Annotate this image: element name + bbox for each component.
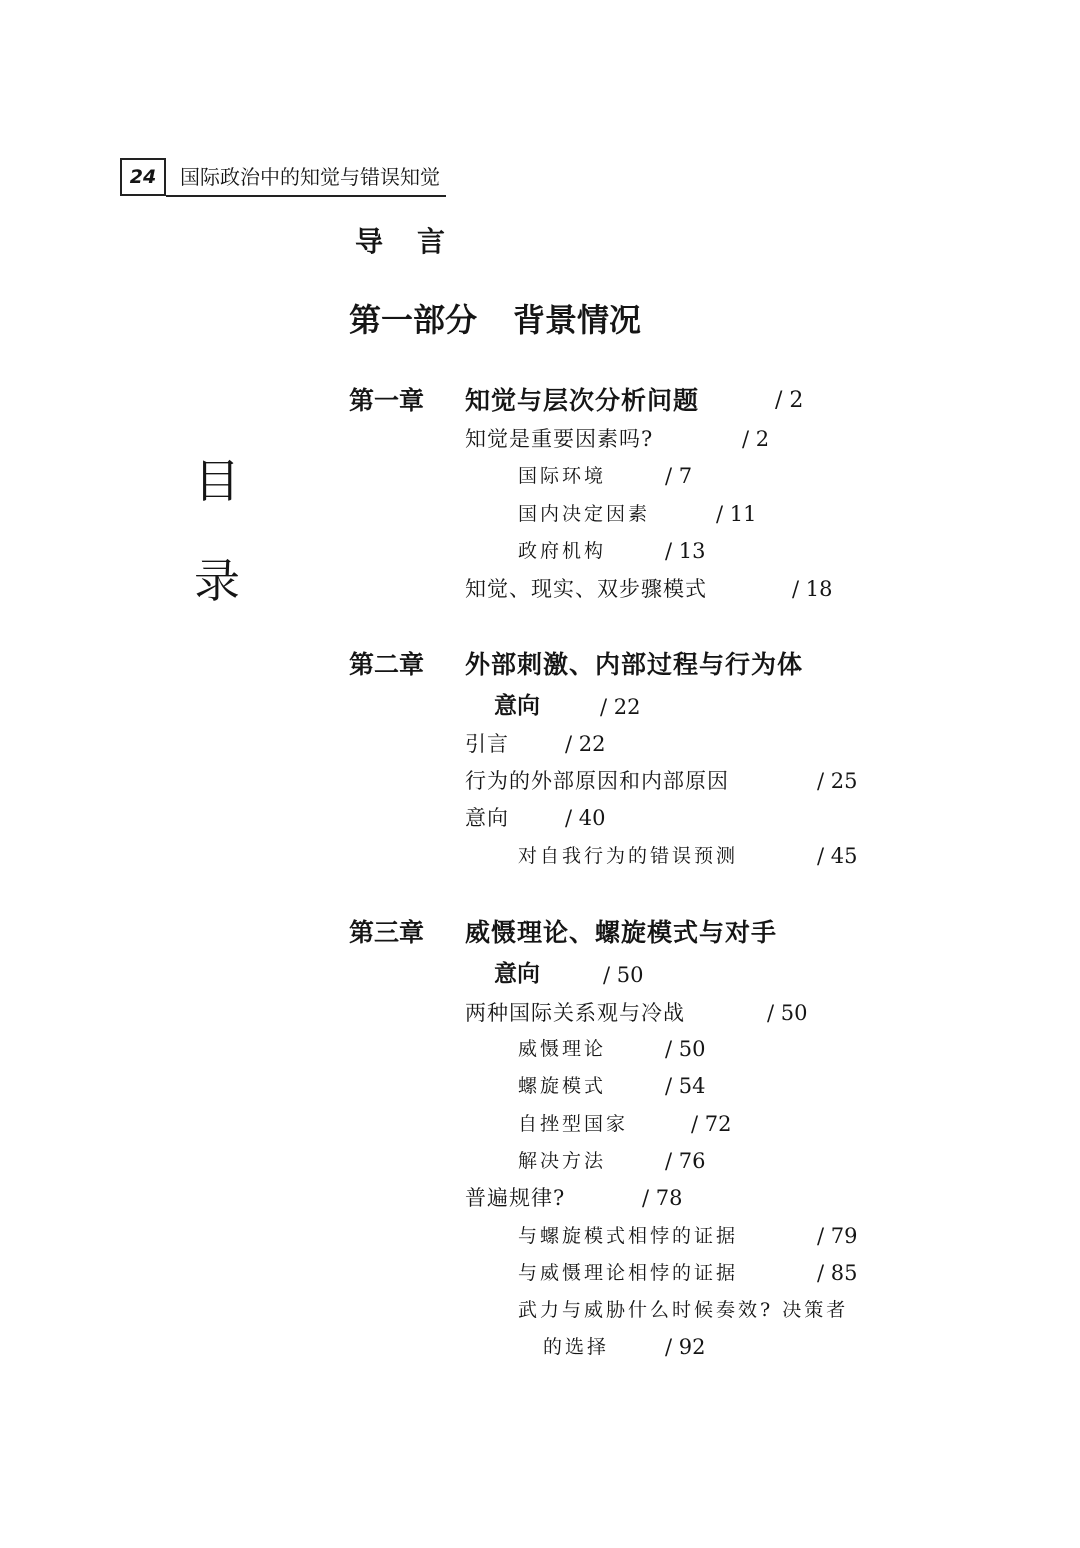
toc-subsection: 政府机构 bbox=[518, 540, 607, 562]
header-rule bbox=[166, 195, 446, 197]
toc-subsection: 螺旋模式 bbox=[518, 1075, 607, 1097]
part-title: 背景情况 bbox=[513, 301, 642, 339]
chapter-title-cont: 意向 bbox=[494, 960, 540, 987]
toc-section: 知觉、现实、双步骤模式 bbox=[465, 577, 707, 601]
page-ref: / 79 bbox=[817, 1224, 858, 1248]
page-ref: / 85 bbox=[817, 1261, 858, 1285]
toc-subsection: 武力与威胁什么时候奏效? 决策者 bbox=[518, 1299, 849, 1321]
page-ref: / 2 bbox=[742, 427, 770, 451]
side-label-lu: 录 bbox=[194, 554, 240, 608]
page-ref: / 13 bbox=[665, 539, 706, 563]
toc-section: 知觉是重要因素吗? bbox=[465, 427, 654, 451]
page-ref: / 78 bbox=[642, 1186, 683, 1210]
toc-section: 两种国际关系观与冷战 bbox=[465, 1001, 685, 1025]
running-title: 国际政治中的知觉与错误知觉 bbox=[180, 165, 440, 189]
part-heading bbox=[349, 298, 641, 342]
toc-subsection-cont: 的选择 bbox=[543, 1336, 610, 1358]
page-ref: / 11 bbox=[716, 502, 757, 526]
toc-subsection: 对自我行为的错误预测 bbox=[518, 845, 739, 867]
toc-section: 引言 bbox=[465, 732, 509, 756]
page-ref: / 72 bbox=[691, 1112, 732, 1136]
page-ref: / 40 bbox=[565, 806, 606, 830]
toc-section: 普遍规律? bbox=[465, 1186, 566, 1210]
toc-section: 行为的外部原因和内部原因 bbox=[465, 769, 729, 793]
toc-subsection: 自挫型国家 bbox=[518, 1113, 629, 1135]
page-ref: / 76 bbox=[665, 1149, 706, 1173]
page-ref: / 2 bbox=[775, 388, 804, 413]
chapter-label: 第二章 bbox=[349, 650, 425, 679]
chapter-label: 第三章 bbox=[349, 918, 425, 947]
page-ref: / 18 bbox=[792, 577, 833, 601]
page-ref: / 54 bbox=[665, 1074, 706, 1098]
toc-subsection: 与螺旋模式相悖的证据 bbox=[518, 1225, 739, 1247]
toc-subsection: 解决方法 bbox=[518, 1150, 607, 1172]
part-label: 第一部分 bbox=[349, 301, 478, 339]
page-ref: / 50 bbox=[665, 1037, 706, 1061]
page-ref: / 92 bbox=[665, 1335, 706, 1359]
page-ref: / 7 bbox=[665, 464, 693, 488]
intro-heading: 导言 bbox=[355, 225, 480, 258]
page-ref: / 22 bbox=[600, 695, 641, 719]
side-label-mu: 目 bbox=[194, 454, 240, 508]
page-ref: / 22 bbox=[565, 732, 606, 756]
toc-subsection: 国内决定因素 bbox=[518, 503, 651, 525]
toc-subsection: 威慑理论 bbox=[518, 1038, 607, 1060]
chapter-title: 外部刺激、内部过程与行为体 bbox=[465, 650, 804, 679]
page-ref: / 50 bbox=[767, 1001, 808, 1025]
page-ref: / 25 bbox=[817, 769, 858, 793]
chapter-label: 第一章 bbox=[349, 386, 425, 415]
toc-subsection: 国际环境 bbox=[518, 465, 607, 487]
chapter-title-cont: 意向 bbox=[494, 692, 540, 719]
toc-subsection: 与威慑理论相悖的证据 bbox=[518, 1262, 739, 1284]
page-number: 24 bbox=[120, 158, 166, 196]
chapter-title: 知觉与层次分析问题 bbox=[465, 386, 700, 415]
chapter-title: 威慑理论、螺旋模式与对手 bbox=[465, 918, 778, 947]
page-ref: / 50 bbox=[603, 963, 644, 987]
toc-section: 意向 bbox=[465, 806, 509, 830]
page-ref: / 45 bbox=[817, 844, 858, 868]
